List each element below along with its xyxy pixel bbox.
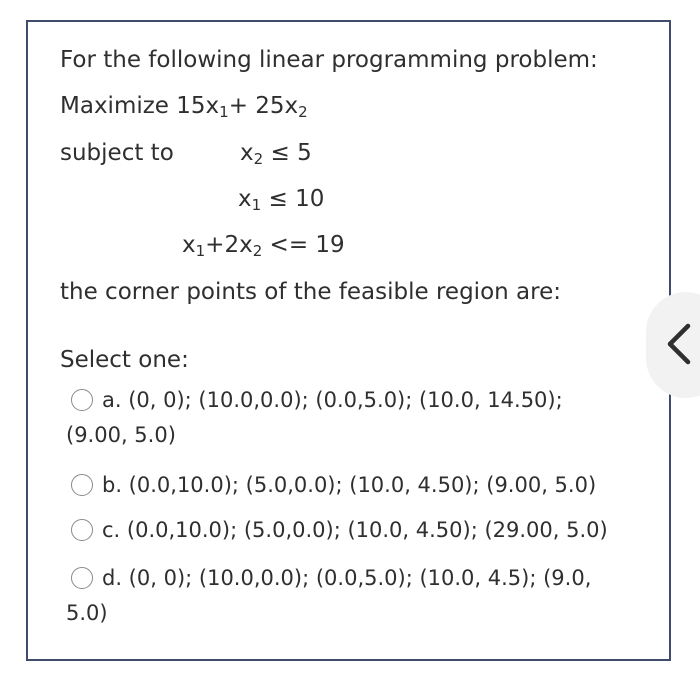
option-a-line-1[interactable]: a. (0, 0); (10.0,0.0); (0.0,5.0); (10.0, 14.50); (102, 388, 563, 412)
constraint-2-sub: 1 (251, 196, 262, 214)
objective-function (60, 92, 308, 120)
option-c-radio[interactable] (71, 519, 93, 541)
constraint-3-var: x (182, 232, 196, 258)
constraint-3 (182, 231, 345, 259)
objective-sub-1: 1 (219, 103, 229, 121)
option-d-line-1[interactable]: d. (0, 0); (10.0,0.0); (0.0,5.0); (10.0, 4.5); (9.0, (102, 566, 592, 590)
select-one-label: Select one: (60, 347, 189, 373)
option-b-label[interactable]: b. (0.0,10.0); (5.0,0.0); (10.0, 4.50); (9.00, 5.0) (102, 473, 597, 497)
option-a-line-2[interactable]: (9.00, 5.0) (66, 423, 176, 447)
option-b-radio[interactable] (71, 474, 93, 496)
option-d-radio[interactable] (71, 567, 93, 589)
constraint-1-sub: 2 (253, 150, 264, 168)
option-d-line-2[interactable]: 5.0) (66, 601, 108, 625)
question-intro: For the following linear programming problem: (60, 47, 598, 73)
constraint-1 (240, 139, 312, 167)
constraint-3-rest: <= 19 (262, 232, 345, 258)
option-c-label[interactable]: c. (0.0,10.0); (5.0,0.0); (10.0, 4.50); (29.00, 5.0) (102, 518, 608, 542)
constraint-2-var: x (238, 186, 252, 212)
objective-middle: + 25x (228, 93, 299, 119)
previous-nav-button[interactable] (646, 292, 700, 398)
option-a-radio[interactable] (71, 389, 93, 411)
constraint-2 (238, 185, 324, 213)
objective-prefix: Maximize 15x (60, 93, 220, 119)
constraint-1-var: x (240, 140, 254, 166)
constraint-1-rest: ≤ 5 (263, 140, 312, 166)
objective-sub-2: 2 (298, 103, 308, 121)
constraint-3-mid: +2x (205, 232, 253, 258)
chevron-left-icon (664, 322, 694, 366)
constraint-3-sub-2: 2 (252, 242, 263, 260)
subject-to-label: subject to (60, 140, 174, 166)
constraint-3-sub: 1 (195, 242, 206, 260)
question-prompt: the corner points of the feasible region are: (60, 279, 561, 305)
constraint-2-rest: ≤ 10 (261, 186, 325, 212)
